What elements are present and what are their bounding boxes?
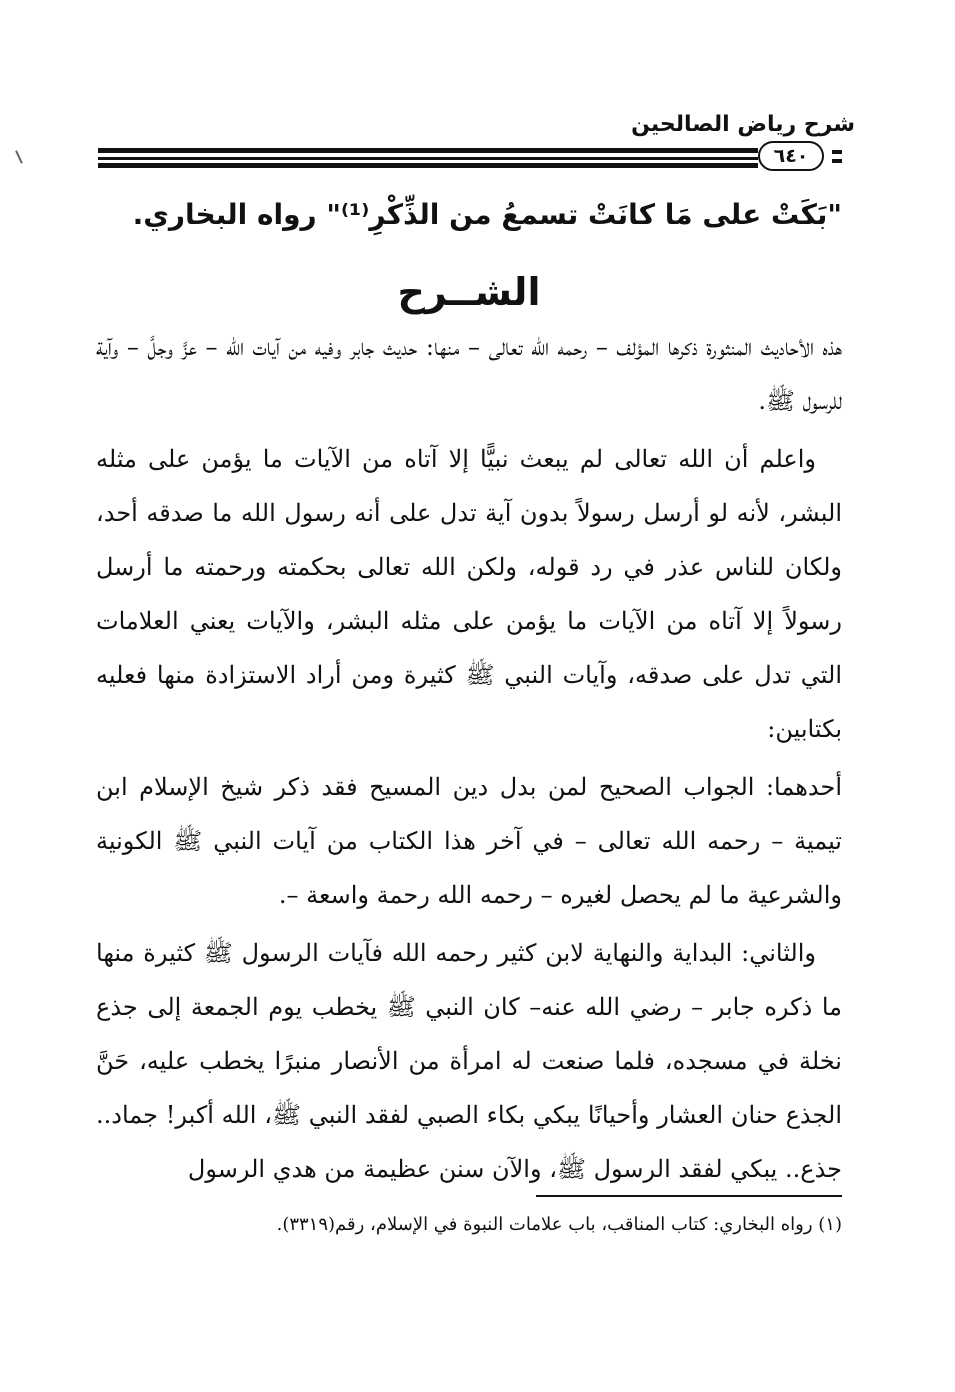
hadith-conclusion: "بَكَتْ على مَا كانَتْ تسمعُ من الذِّكْرِ⁽¹⁾" رواه البخاري.: [132, 198, 842, 231]
header-rule-top: [98, 148, 758, 153]
paragraph: أحدهما: الجواب الصحيح لمن بدل دين المسيح فقد ذكر شيخ الإسلام ابن تيمية – رحمه الله تعالى – في آخر هذا الكتاب من آيات النبي ﷺ الكونية والشرعية ما لم يحصل لغيره – رحمه الله رحمة واسعة –.: [96, 773, 842, 909]
footnote: (١) رواه البخاري: كتاب المناقب، باب علامات النبوة في الإسلام، رقم(٣٣١٩).: [276, 1214, 842, 1235]
header-ornament: [832, 150, 842, 154]
paragraph: والثاني: البداية والنهاية لابن كثير رحمه الله فآيات الرسول ﷺ كثيرة منها ما ذكره جابر – رضي الله عنه– كان النبي ﷺ يخطب يوم الجمعة إلى جذع نخلة في مسجده، فلما صنعت له امرأة من الأنصار منبرًا يخطب عليه، حَنَّ الجذع حنان العشار وأحيانًا يبكي بكاء الصبي لفقد النبي ﷺ، الله أكبر! جماد.. جذع.. يبكي لفقد الرسول ﷺ، والآن سنن عظيمة من هدي الرسول: [96, 939, 842, 1183]
section-heading: الشــرح: [397, 270, 541, 314]
header-rule-middle: [98, 157, 758, 160]
paragraph: هذه الأحاديث المنثورة ذكرها المؤلف – رحمه الله تعالى – منها: حديث جابر وفيه من آيات الله – عزَّ وجلَّ – وآية للرسول ﷺ.: [96, 333, 843, 415]
commentary-body: [96, 320, 842, 1200]
running-title: شرح رياض الصالحين: [631, 112, 855, 137]
page-number: ٦٤٠: [758, 141, 824, 171]
margin-mark: [15, 150, 23, 164]
footnote-separator: [536, 1195, 842, 1197]
header-rule-bottom: [98, 163, 758, 168]
paragraph: واعلم أن الله تعالى لم يبعث نبيًّا إلا آتاه من الآيات ما يؤمن على مثله البشر، لأنه لو أرسل رسولاً بدون آية تدل على أنه رسول الله ما صدقه أحد، ولكان للناس عذر في رد قوله، ولكن الله تعالى بحكمته ورحمته ما أرسل رسولاً إلا آتاه من الآيات ما يؤمن على مثله البشر، والآيات يعني العلامات التي تدل على صدقه، وآيات النبي ﷺ كثيرة ومن أراد الاستزادة منها فعليه بكتابين:: [96, 445, 843, 743]
header-ornament: [832, 159, 842, 163]
